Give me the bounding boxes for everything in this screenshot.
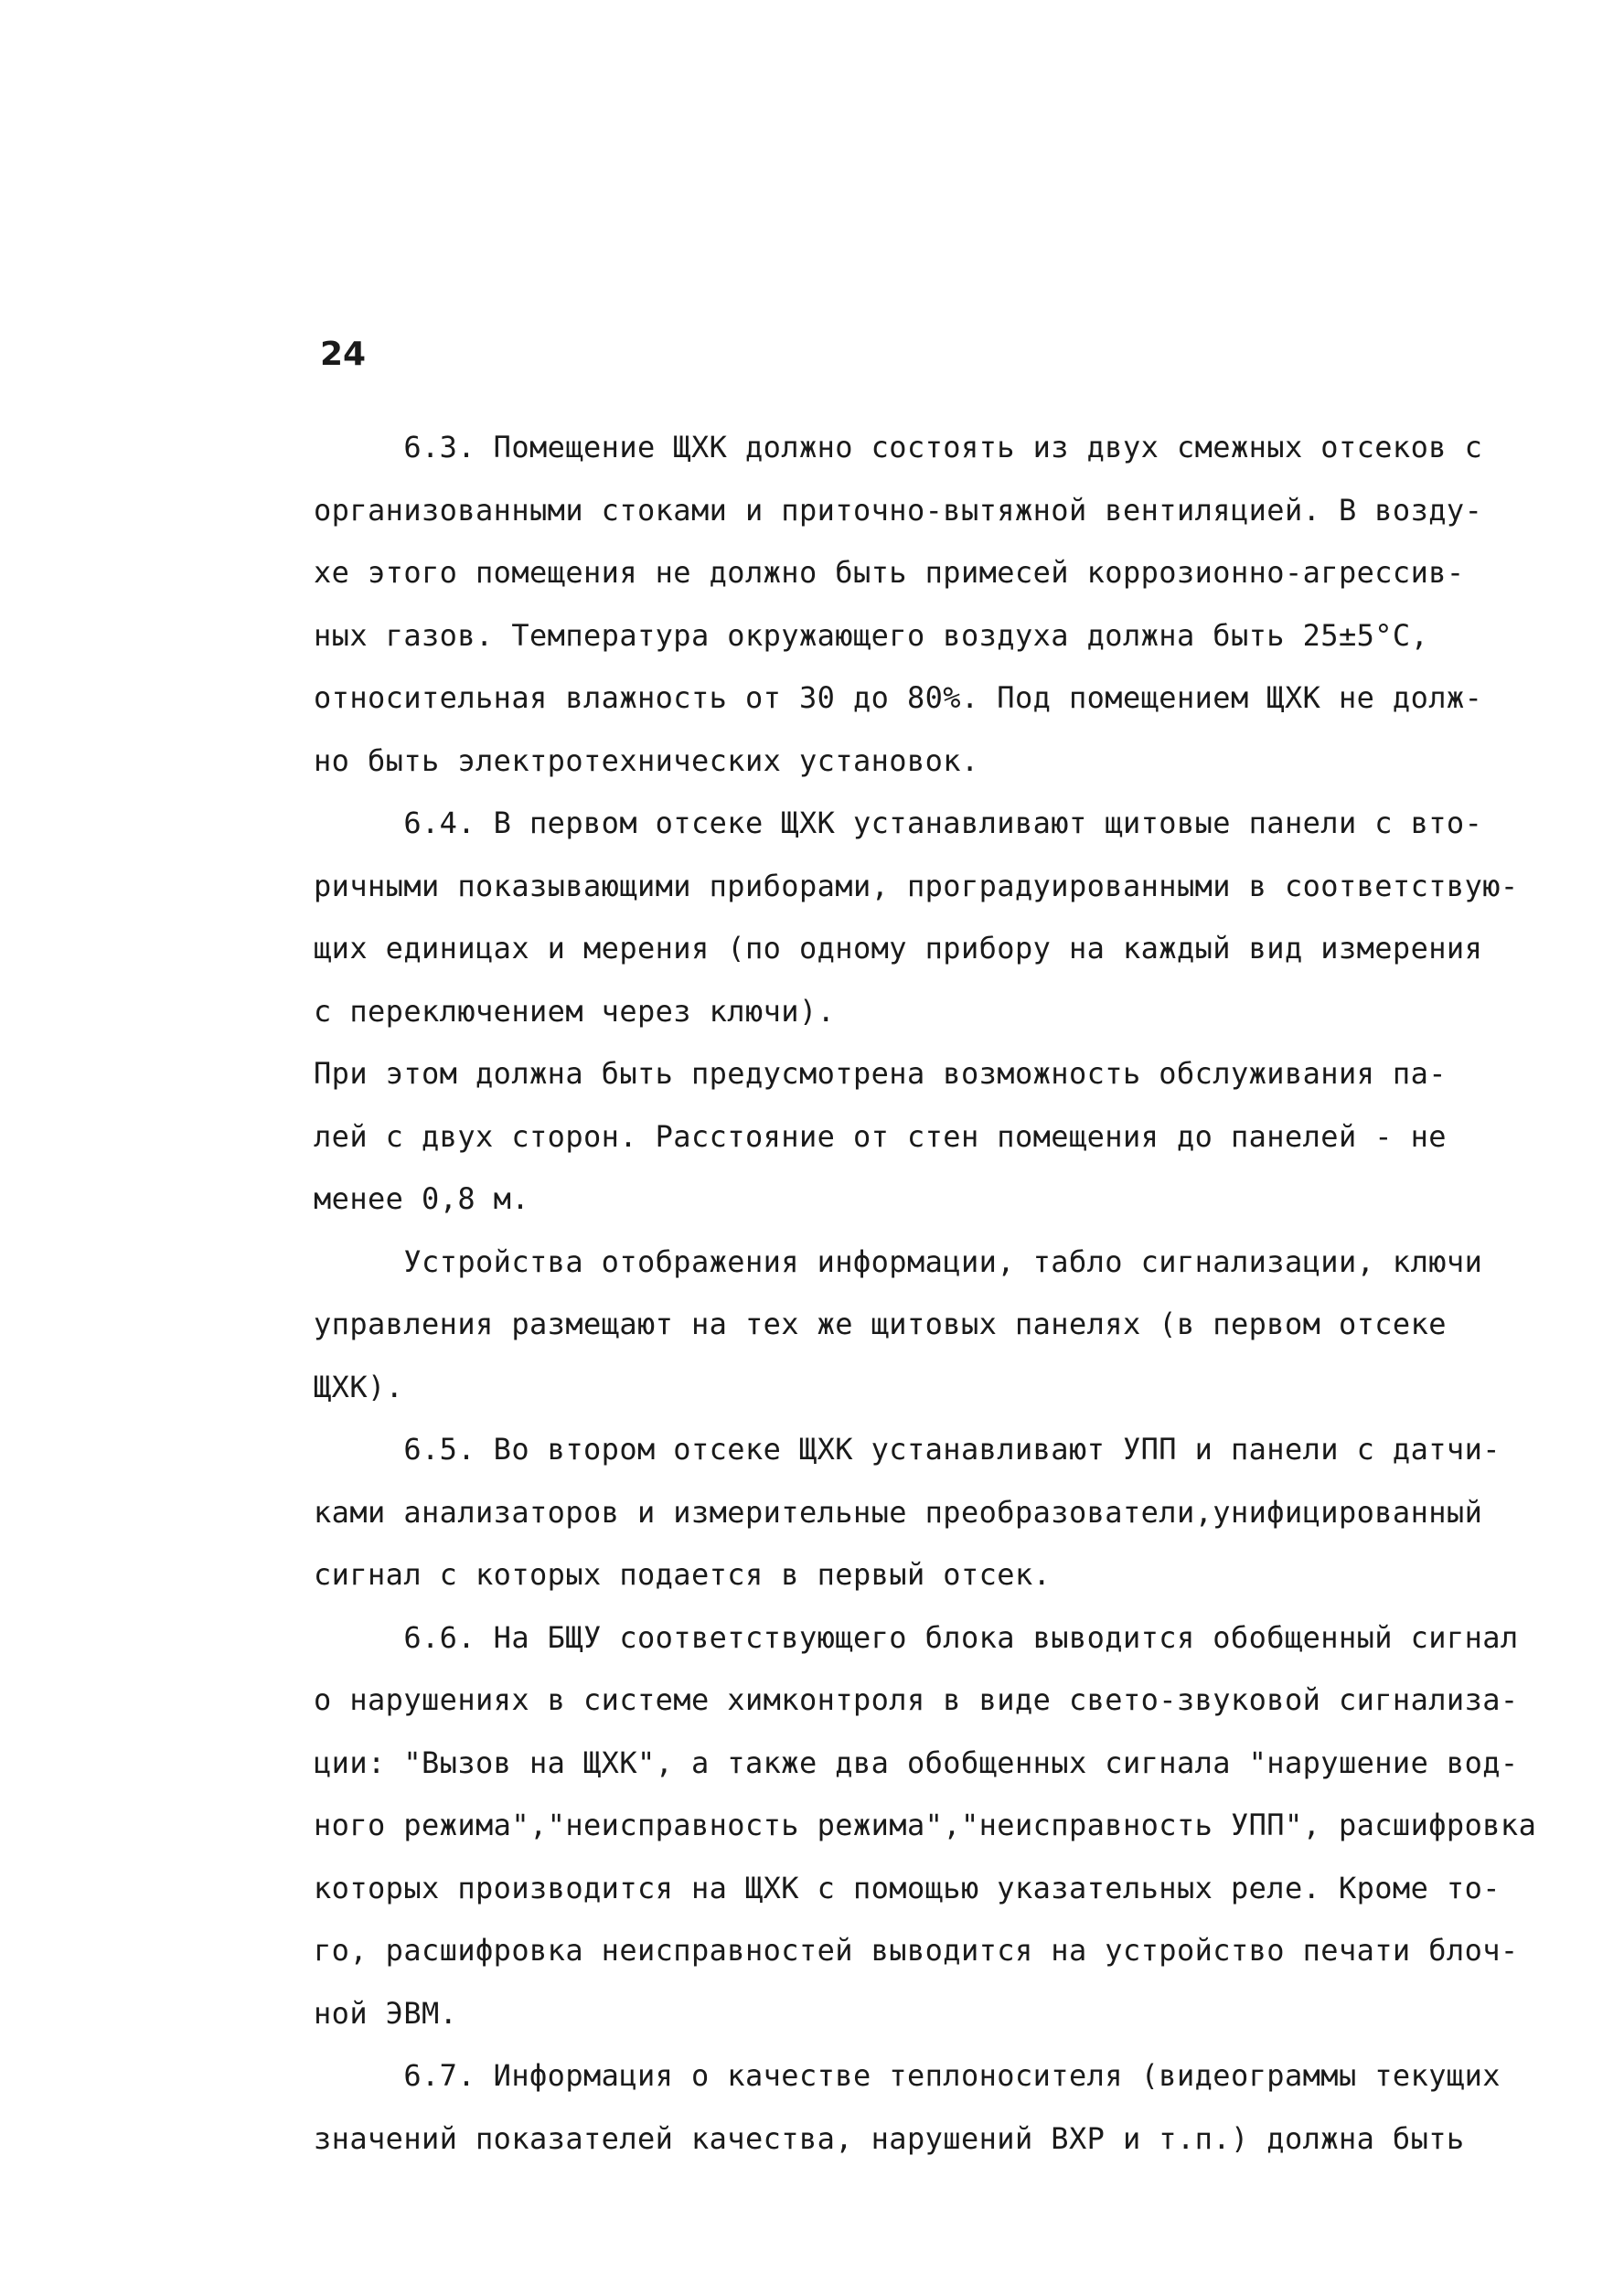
text-line: сигнал с которых подается в первый отсек. — [314, 1557, 1052, 1592]
text-line: организованными стоками и приточно-вытяжной вентиляцией. В возду- — [314, 492, 1483, 528]
text-line: ции: "Вызов на ЩХК", а также два обобщенных сигнала "нарушение вод- — [314, 1745, 1519, 1780]
text-line: ных газов. Температура окружающего воздуха должна быть 25±5°С, — [314, 617, 1429, 653]
text-line: ричными показывающими приборами, проградуированными в соответствую- — [314, 868, 1519, 903]
text-line: ЩХК). — [314, 1369, 404, 1404]
text-line: управления размещают на тех же щитовых панелях (в первом отсеке — [314, 1307, 1447, 1341]
text-line: 6.6. На БЩУ соответствующего блока выводится обобщенный сигнал — [314, 1619, 1519, 1655]
text-line: ной ЭВМ. — [314, 1995, 458, 2031]
text-line: ками анализаторов и измерительные преобразователи,унифицированный — [314, 1494, 1483, 1530]
text-line: хе этого помещения не должно быть примесей коррозионно-агрессив- — [314, 555, 1465, 590]
text-line: При этом должна быть предусмотрена возможность обслуживания па- — [314, 1056, 1447, 1091]
text-line: Устройства отображения информации, табло сигнализации, ключи — [314, 1243, 1483, 1279]
text-line: ного режима","неисправность режима","неисправность УПП", расшифровка — [314, 1808, 1537, 1842]
text-line: 6.3. Помещение ЩХК должно состоять из двух смежных отсеков с — [314, 430, 1483, 464]
text-line: 6.5. Во втором отсеке ЩХК устанавливают УПП и панели с датчи- — [314, 1432, 1501, 1467]
text-line: менее 0,8 м. — [314, 1181, 529, 1216]
text-line: го, расшифровка неисправностей выводится на устройство печати блоч- — [314, 1933, 1519, 1968]
document-body — [314, 416, 1594, 2170]
text-line: но быть электротехнических установок. — [314, 742, 979, 778]
text-line: с переключением через ключи). — [314, 993, 836, 1029]
text-line: 6.4. В первом отсеке ЩХК устанавливают щитовые панели с вто- — [314, 806, 1483, 840]
text-line: относительная влажность от 30 до 80%. Под помещением ЩХК не долж- — [314, 680, 1483, 715]
text-line: значений показателей качества, нарушений ВХР и т.п.) должна быть — [314, 2120, 1465, 2156]
text-line: которых производится на ЩХК с помощью указательных реле. Кроме то- — [314, 1870, 1501, 1905]
text-line: лей с двух сторон. Расстояние от стен помещения до панелей - не — [314, 1118, 1447, 1154]
page-number: 24 — [320, 336, 367, 373]
text-line: 6.7. Информация о качестве теплоносителя (видеограммы текущих — [314, 2058, 1501, 2093]
text-line: о нарушениях в системе химконтроля в виде свето-звуковой сигнализа- — [314, 1682, 1519, 1717]
text-line: щих единицах и мерения (по одному прибору на каждый вид измерения — [314, 931, 1483, 966]
